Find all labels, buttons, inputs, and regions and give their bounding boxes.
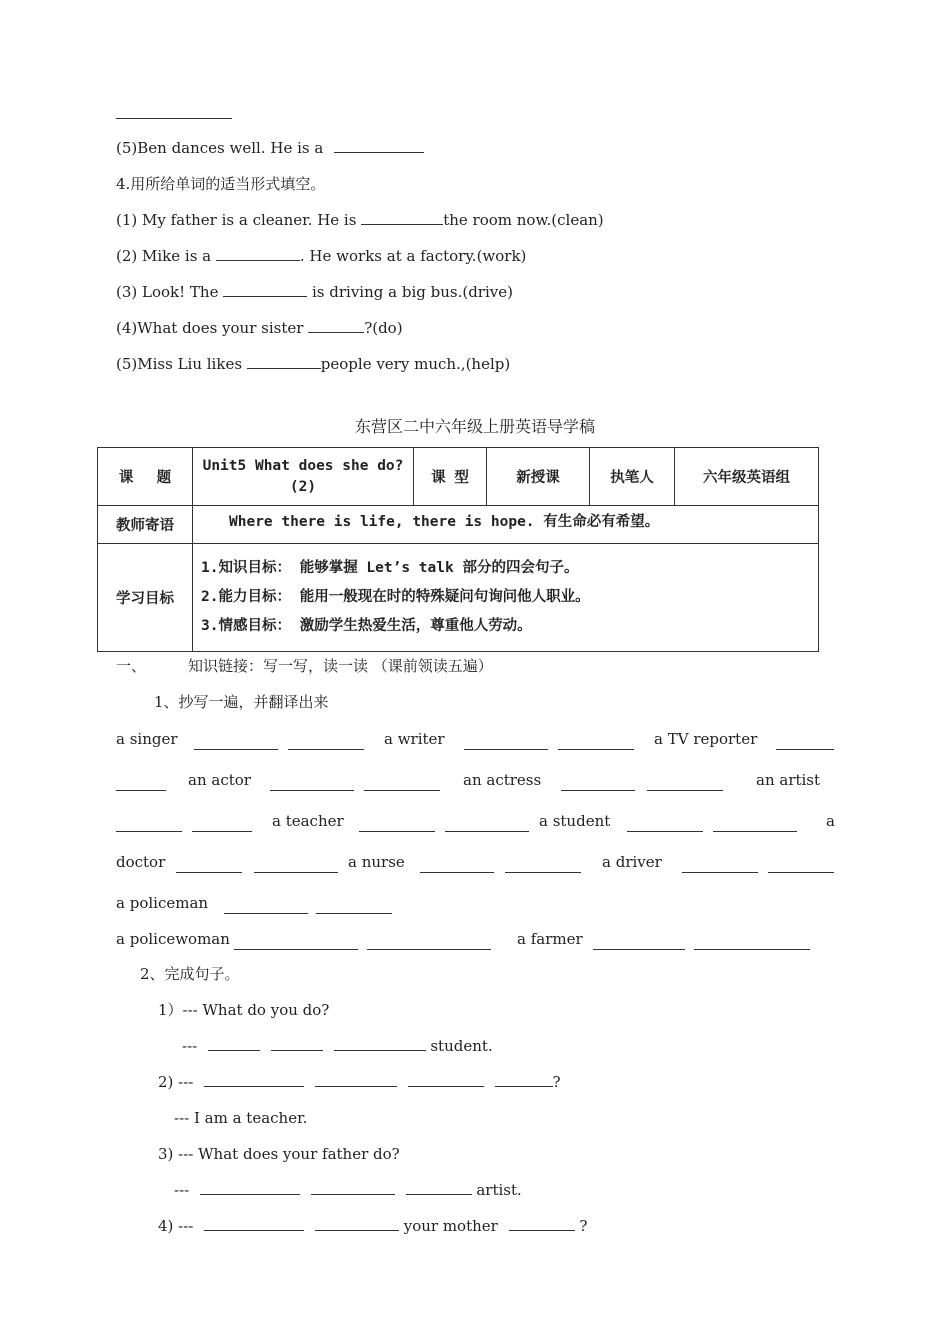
answer-blank[interactable] — [176, 858, 242, 873]
goals-label: 学习目标 — [98, 544, 193, 652]
answer-blank[interactable] — [192, 817, 252, 832]
answer-blank[interactable] — [116, 104, 232, 119]
answer-blank[interactable] — [420, 858, 494, 873]
answer-blank[interactable] — [208, 1036, 260, 1051]
word: a policewoman — [116, 930, 230, 948]
word: a teacher — [272, 812, 344, 830]
goals-list — [193, 544, 819, 652]
word: a farmer — [517, 930, 583, 948]
type-value: 新授课 — [487, 448, 590, 506]
type-label: 课 型 — [414, 448, 487, 506]
answer-blank[interactable] — [200, 1180, 300, 1195]
answer-blank[interactable] — [316, 899, 392, 914]
answer-blank[interactable] — [271, 1036, 323, 1051]
sentence-start: 2) --- — [158, 1073, 194, 1091]
item-text: (1) My father is a cleaner. He is — [116, 211, 362, 229]
item-text: (4)What does your sister — [116, 319, 309, 337]
answer-blank[interactable] — [194, 735, 278, 750]
item-text: (3) Look! The — [116, 283, 224, 301]
answer-blank[interactable] — [247, 354, 321, 369]
answer-blank[interactable] — [558, 735, 634, 750]
sentence-end: artist. — [476, 1181, 522, 1199]
word: a writer — [384, 730, 445, 748]
exercise-item — [116, 246, 526, 266]
dash: --- — [174, 1181, 190, 1199]
answer-blank[interactable] — [334, 1036, 426, 1051]
item-text: people very much.,(help) — [320, 355, 511, 373]
answer-blank[interactable] — [682, 858, 758, 873]
answer-blank[interactable] — [223, 282, 307, 297]
item-text: (5)Miss Liu likes — [116, 355, 247, 373]
answer-blank[interactable] — [216, 246, 300, 261]
answer-blank[interactable] — [224, 899, 308, 914]
author-label: 执笔人 — [590, 448, 675, 506]
answer-blank[interactable] — [406, 1180, 472, 1195]
sentence-end: ? — [552, 1073, 561, 1091]
sentence-answer: --- I am a teacher. — [174, 1109, 308, 1127]
motto-label: 教师寄语 — [98, 506, 193, 544]
answer-blank[interactable] — [311, 1180, 395, 1195]
sentence-question — [158, 1216, 587, 1236]
word: a TV reporter — [654, 730, 758, 748]
answer-blank[interactable] — [359, 817, 435, 832]
dash: --- — [182, 1037, 198, 1055]
word: a — [826, 812, 835, 830]
document-title: 东营区二中六年级上册英语导学稿 — [354, 417, 595, 436]
topic-label: 课 题 — [98, 448, 193, 506]
motto-value: Where there is life, there is hope. 有生命必有希望。 — [193, 506, 819, 544]
word: a driver — [602, 853, 662, 871]
word: doctor — [116, 853, 166, 871]
answer-blank[interactable] — [367, 935, 491, 950]
answer-blank[interactable] — [204, 1072, 304, 1087]
sentence-end: ? — [579, 1217, 588, 1235]
exercise-item — [116, 354, 510, 374]
item-text: ?(do) — [364, 319, 403, 337]
exercise-item — [116, 138, 424, 158]
exercise-item — [116, 210, 604, 230]
sentence-end: student. — [430, 1037, 493, 1055]
answer-blank[interactable] — [464, 735, 548, 750]
answer-blank[interactable] — [647, 776, 723, 791]
sentence-question: 3) --- What does your father do? — [158, 1145, 400, 1163]
item-text: is driving a big bus.(drive) — [307, 283, 513, 301]
word-row — [116, 729, 178, 749]
word: an artist — [756, 771, 821, 789]
answer-blank[interactable] — [627, 817, 703, 832]
subsection-heading: 1、抄写一遍，并翻译出来 — [154, 693, 329, 711]
word: a nurse — [348, 853, 405, 871]
word: a student — [539, 812, 611, 830]
exercise-item — [116, 282, 513, 302]
answer-blank[interactable] — [315, 1216, 399, 1231]
part-title: 知识链接：写一写，读一读 （课前领读五遍） — [188, 657, 493, 675]
item-text: (2) Mike is a — [116, 247, 216, 265]
answer-blank[interactable] — [445, 817, 529, 832]
answer-blank[interactable] — [505, 858, 581, 873]
sentence-question — [158, 1072, 561, 1092]
answer-blank[interactable] — [768, 858, 834, 873]
exercise-item — [116, 318, 403, 338]
goal-item: 1.知识目标： 能够掌握 Let’s talk 部分的四会句子。 — [201, 560, 579, 576]
item-text: . He works at a factory.(work) — [299, 247, 527, 265]
sentence-middle: your mother — [403, 1217, 498, 1235]
part-heading — [116, 656, 493, 676]
goal-item: 2.能力目标： 能用一般现在时的特殊疑问句询问他人职业。 — [201, 589, 590, 605]
topic-value — [193, 448, 414, 506]
answer-blank[interactable] — [364, 776, 440, 791]
answer-blank[interactable] — [234, 935, 358, 950]
answer-blank[interactable] — [509, 1216, 575, 1231]
answer-blank[interactable] — [315, 1072, 397, 1087]
sentence-answer — [182, 1036, 493, 1056]
author-value: 六年级英语组 — [675, 448, 819, 506]
sentence-answer — [174, 1180, 522, 1200]
answer-blank[interactable] — [561, 776, 635, 791]
answer-blank[interactable] — [116, 776, 166, 791]
part-number: 一、 — [116, 657, 147, 675]
section-heading: 4.用所给单词的适当形式填空。 — [116, 175, 326, 193]
answer-blank[interactable] — [288, 735, 364, 750]
answer-blank[interactable] — [694, 935, 810, 950]
item-text: the room now.(clean) — [443, 211, 604, 229]
continued-blank — [116, 104, 232, 124]
answer-blank[interactable] — [495, 1072, 553, 1087]
answer-blank[interactable] — [270, 776, 354, 791]
lesson-info-table — [97, 447, 819, 652]
word: a singer — [116, 730, 178, 748]
item-text: (5)Ben dances well. He is a — [116, 139, 324, 157]
sentence-start: 4) --- — [158, 1217, 194, 1235]
answer-blank[interactable] — [713, 817, 797, 832]
answer-blank[interactable] — [308, 318, 364, 333]
topic-line: (2) — [289, 478, 317, 495]
sentence-question: 1）--- What do you do? — [158, 1001, 330, 1019]
answer-blank[interactable] — [776, 735, 834, 750]
answer-blank[interactable] — [334, 138, 424, 153]
answer-blank[interactable] — [204, 1216, 304, 1231]
word: a policeman — [116, 894, 209, 912]
answer-blank[interactable] — [593, 935, 685, 950]
word: an actor — [188, 771, 251, 789]
answer-blank[interactable] — [254, 858, 338, 873]
goal-item: 3.情感目标： 激励学生热爱生活，尊重他人劳动。 — [201, 618, 532, 634]
answer-blank[interactable] — [361, 210, 443, 225]
answer-blank[interactable] — [116, 817, 182, 832]
answer-blank[interactable] — [408, 1072, 484, 1087]
word: an actress — [463, 771, 542, 789]
subsection-heading: 2、完成句子。 — [140, 965, 240, 983]
topic-line: Unit5 What does she do? — [202, 457, 404, 474]
